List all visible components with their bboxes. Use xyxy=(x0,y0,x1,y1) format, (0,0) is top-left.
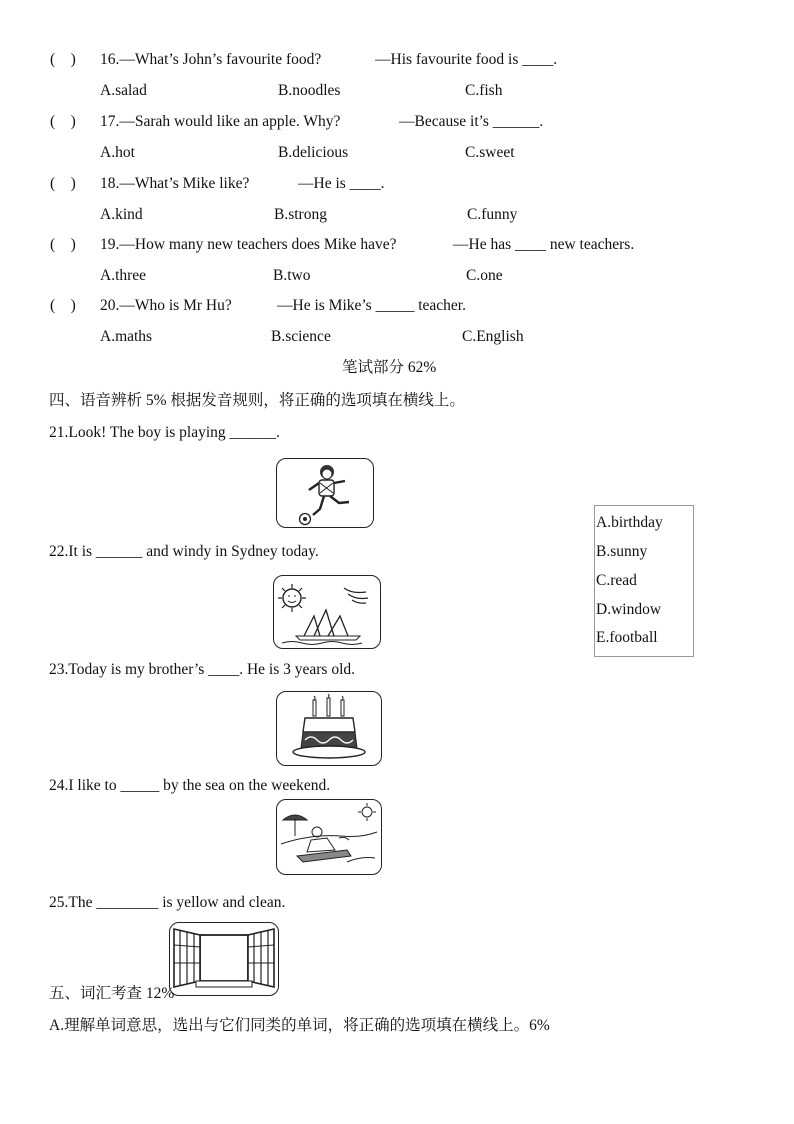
option-a: A.three xyxy=(100,267,147,284)
item-24-text: 24.I like to _____ by the sea on the weekend. xyxy=(49,777,331,794)
window-picture xyxy=(169,922,279,996)
sunny-windy-sydney-picture xyxy=(273,575,381,649)
option-c: C.fish xyxy=(465,82,503,99)
option-c: C.one xyxy=(466,267,503,284)
answer-paren[interactable]: ( ) xyxy=(50,175,76,192)
option-c-read: C.read xyxy=(596,572,637,589)
section-5-heading: 五、词汇考查 12% xyxy=(49,985,175,1002)
option-d-window: D.window xyxy=(596,601,662,618)
item-25-text: 25.The ________ is yellow and clean. xyxy=(49,894,286,911)
option-a: A.kind xyxy=(100,206,143,223)
option-a: A.salad xyxy=(100,82,147,99)
option-e-football: E.football xyxy=(596,629,658,646)
option-c: C.English xyxy=(462,328,524,345)
question-text: 18.—What’s Mike like? xyxy=(100,175,250,192)
option-b: B.delicious xyxy=(278,144,349,161)
answer-text: —He has ____ new teachers. xyxy=(453,236,635,253)
answer-paren[interactable]: ( ) xyxy=(50,297,76,314)
option-c: C.funny xyxy=(467,206,518,223)
option-b: B.noodles xyxy=(278,82,341,99)
question-text: 19.—How many new teachers does Mike have? xyxy=(100,236,397,253)
written-part-title: 笔试部分 62% xyxy=(342,359,437,376)
answer-text: —He is Mike’s _____ teacher. xyxy=(277,297,466,314)
section-4-heading: 四、语音辨析 5% 根据发音规则，将正确的选项填在横线上。 xyxy=(49,392,465,409)
question-text: 16.—What’s John’s favourite food? xyxy=(100,51,322,68)
question-text: 17.—Sarah would like an apple. Why? xyxy=(100,113,341,130)
boy-playing-football-picture xyxy=(276,458,374,528)
option-a: A.hot xyxy=(100,144,135,161)
item-22-text: 22.It is ______ and windy in Sydney today. xyxy=(49,543,319,560)
answer-text: —His favourite food is ____. xyxy=(375,51,558,68)
item-21-text: 21.Look! The boy is playing ______. xyxy=(49,424,280,441)
option-box xyxy=(594,505,694,657)
answer-text: —Because it’s ______. xyxy=(399,113,544,130)
option-b: B.science xyxy=(271,328,331,345)
option-a-birthday: A.birthday xyxy=(596,514,663,531)
option-c: C.sweet xyxy=(465,144,515,161)
section-5a-instruction: A.理解单词意思，选出与它们同类的单词，将正确的选项填在横线上。6% xyxy=(49,1017,550,1034)
item-23-text: 23.Today is my brother’s ____. He is 3 years old. xyxy=(49,661,356,678)
option-a: A.maths xyxy=(100,328,153,345)
birthday-cake-picture xyxy=(276,691,382,766)
answer-text: —He is ____. xyxy=(298,175,385,192)
question-text: 20.—Who is Mr Hu? xyxy=(100,297,232,314)
option-b: B.two xyxy=(273,267,311,284)
answer-paren[interactable]: ( ) xyxy=(50,113,76,130)
option-b-sunny: B.sunny xyxy=(596,543,648,560)
reading-at-beach-picture xyxy=(276,799,382,875)
answer-paren[interactable]: ( ) xyxy=(50,236,76,253)
option-b: B.strong xyxy=(274,206,327,223)
answer-paren[interactable]: ( ) xyxy=(50,51,76,68)
